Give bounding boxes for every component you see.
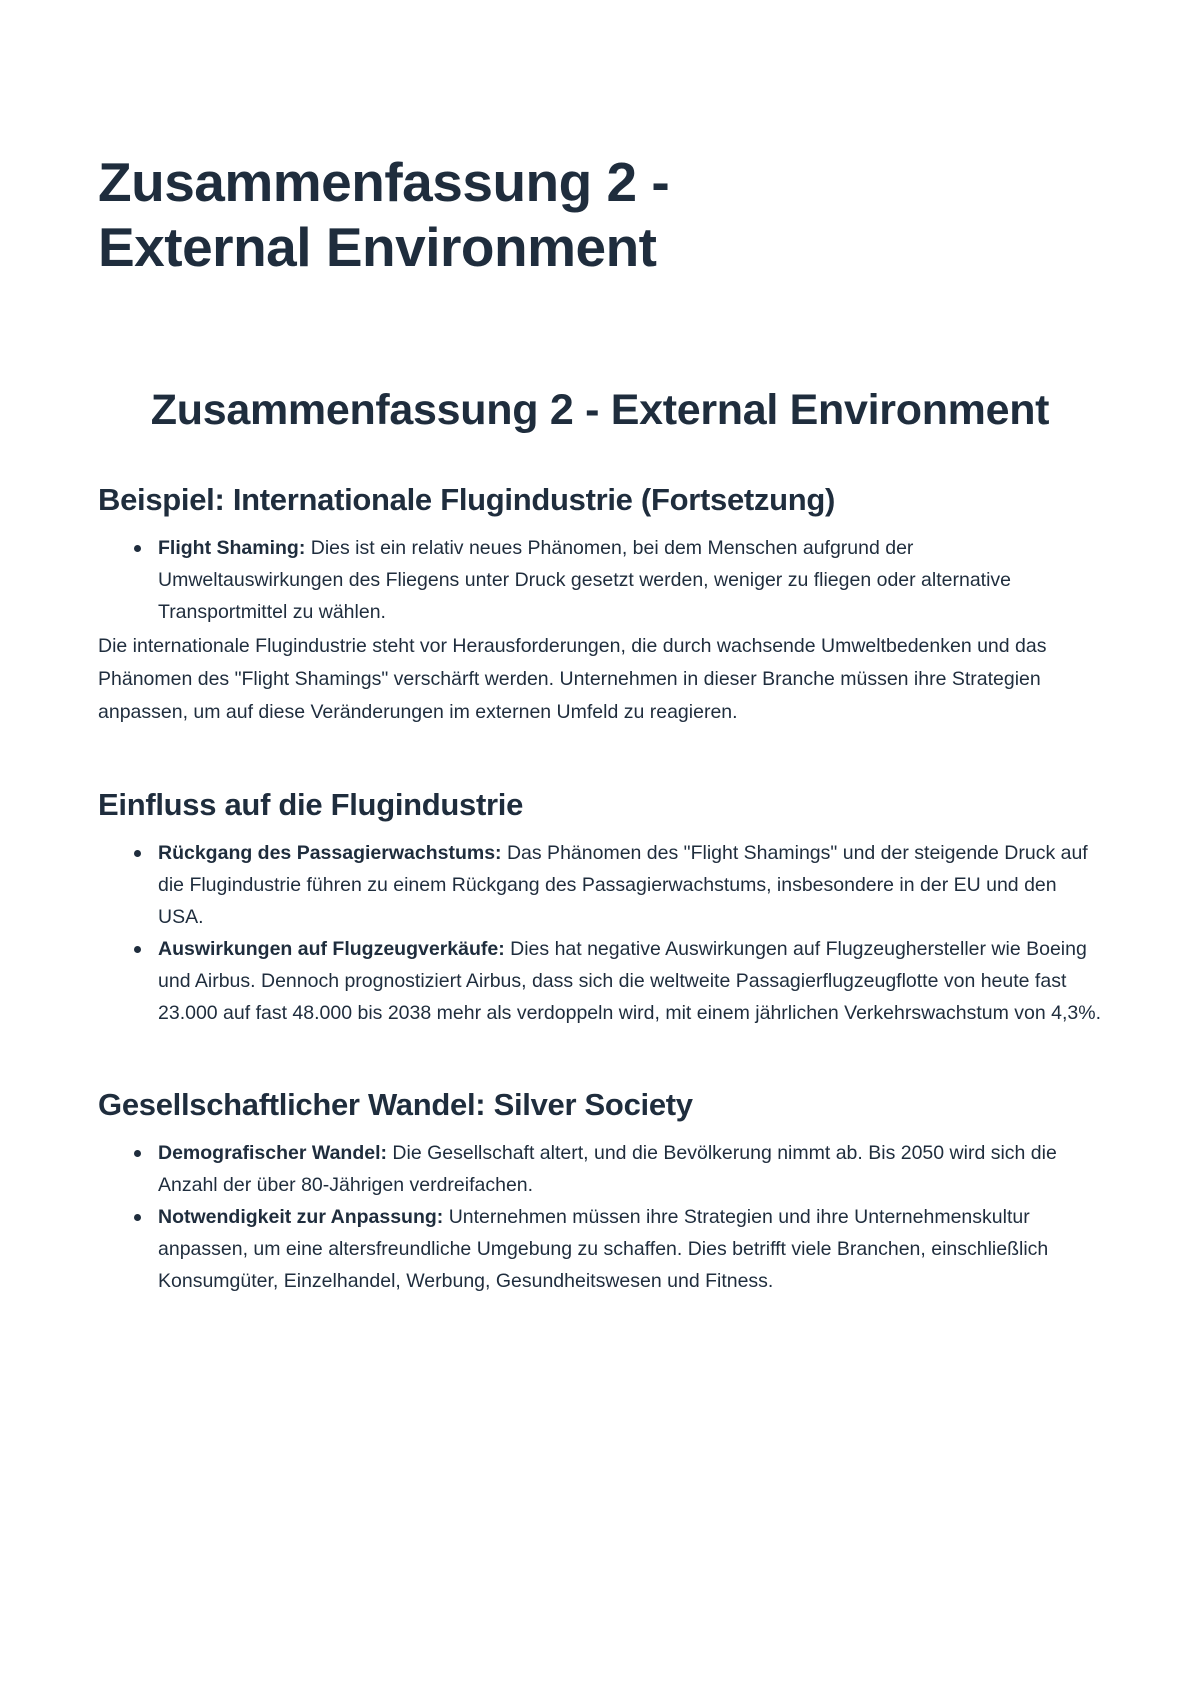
bullet-text: Dies ist ein relativ neues Phänomen, bei dem Menschen aufgrund der Umweltauswirkungen des Fliegens unter Druck gesetzt werden, weniger zu fliegen oder alternative Transportmittel zu wählen.: [158, 537, 1012, 623]
list-item: [158, 837, 1102, 933]
section-heading: Gesellschaftlicher Wandel: Silver Society: [98, 1087, 693, 1122]
bullet-term: Flight Shaming:: [158, 537, 306, 559]
bullet-text: Unternehmen müssen ihre Strategien und ihre Unternehmenskultur anpassen, um eine altersfreundliche Umgebung zu schaffen. Dies betrifft viele Branchen, einschließlich Konsumgüter, Einzelhandel, Werbung, Gesundheitswesen und Fitness.: [158, 1206, 1049, 1292]
paragraph: Die internationale Flugindustrie steht vor Herausforderungen, die durch wachsende Umweltbedenken und das Phänomen des "Flight Shamings" verschärft werden. Unternehmen in dieser Branche müssen ihre Strategien anpassen, um auf diese Veränderungen im externen Umfeld zu reagieren.: [98, 635, 1047, 723]
bullet-term: Auswirkungen auf Flugzeugverkäufe:: [158, 938, 505, 960]
section-heading: Beispiel: Internationale Flugindustrie (Fortsetzung): [98, 482, 836, 517]
section-einfluss-flugindustrie: [98, 785, 1102, 1029]
bullet-term: Rückgang des Passagierwachstums:: [158, 842, 502, 864]
bullet-list: [98, 1137, 1102, 1297]
bullet-list: [98, 532, 1102, 628]
bullet-icon: [134, 946, 141, 953]
bullet-list: [98, 837, 1102, 1029]
list-item: [158, 1201, 1102, 1297]
bullet-icon: [134, 850, 141, 857]
bullet-text: Dies hat negative Auswirkungen auf Flugzeughersteller wie Boeing und Airbus. Dennoch prognostiziert Airbus, dass sich die weltweite Passagierflugzeugflotte von heute fast 23.000 auf fast 48.000 bis 2038 mehr als verdoppeln wird, mit einem jährlichen Verkehrswachstum von 4,3%.: [158, 938, 1102, 1024]
bullet-term: Demografischer Wandel:: [158, 1142, 387, 1164]
document-title: Zusammenfassung 2 - External Environment: [98, 151, 670, 278]
list-item: [158, 1137, 1102, 1201]
bullet-term: Notwendigkeit zur Anpassung:: [158, 1206, 444, 1228]
section-silver-society: [98, 1085, 1102, 1297]
bullet-text: Die Gesellschaft altert, und die Bevölkerung nimmt ab. Bis 2050 wird sich die Anzahl der über 80-Jährigen verdreifachen.: [158, 1142, 1057, 1196]
main-heading: Zusammenfassung 2 - External Environment: [150, 386, 1050, 434]
section-heading: Einfluss auf die Flugindustrie: [98, 787, 524, 822]
bullet-icon: [134, 1214, 141, 1221]
list-item: [158, 532, 1102, 628]
bullet-icon: [134, 1150, 141, 1157]
bullet-icon: [134, 545, 141, 552]
section-flugindustrie-beispiel: [98, 480, 1102, 729]
bullet-text: Das Phänomen des "Flight Shamings" und der steigende Druck auf die Flugindustrie führen zu einem Rückgang des Passagierwachstums, insbesondere in der EU und den USA.: [158, 842, 1088, 928]
list-item: [158, 933, 1102, 1029]
